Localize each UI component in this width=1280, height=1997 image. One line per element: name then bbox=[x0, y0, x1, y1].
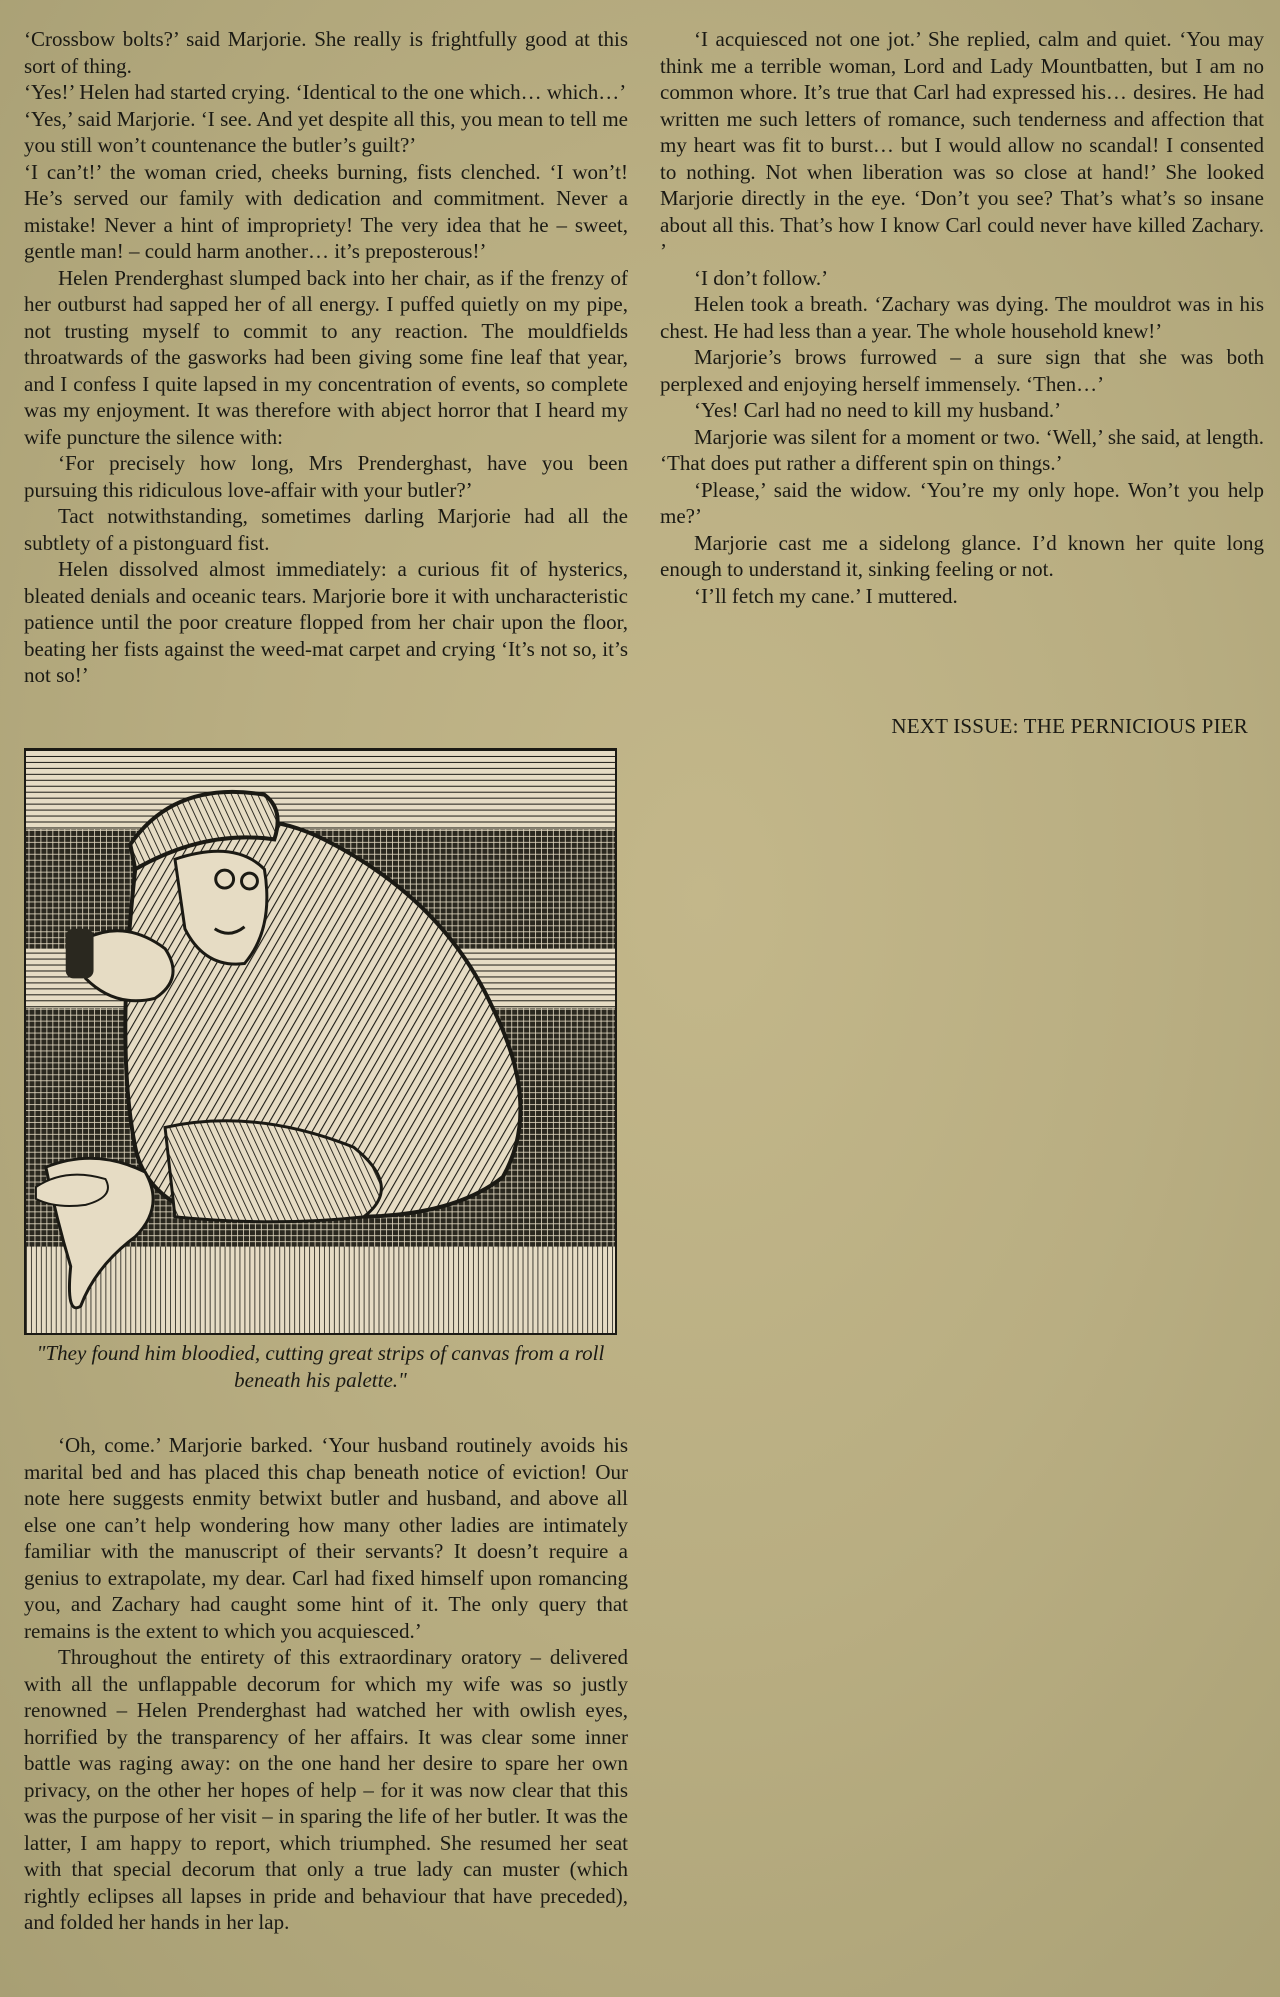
paragraph: Marjorie cast me a sidelong glance. I’d known her quite long enough to understand it, sinking feeling or not. bbox=[660, 530, 1264, 581]
paragraph: Helen Prenderghast slumped back into her chair, as if the frenzy of her outburst had sapped her of all energy. I puffed quietly on my pipe, not trusting myself to commit to any reaction. The mouldfields throatwards of the gasworks had been giving some fine leaf that year, and I confess I quite lapsed in my concentration of events, so complete was my enjoyment. It was therefore with abject horror that I heard my wife puncture the silence with: bbox=[24, 265, 628, 449]
paragraph: ‘For precisely how long, Mrs Prenderghast, have you been pursuing this ridiculous love-affair with your butler?’ bbox=[24, 451, 628, 502]
paragraph: Tact notwithstanding, sometimes darling Marjorie had all the subtlety of a pistonguard fist. bbox=[24, 504, 628, 555]
paragraph: Throughout the entirety of this extraordinary oratory – delivered with all the unflappable decorum for which my wife was so justly renowned – Helen Prenderghast had watched her with owlish eyes, horrified by the transparency of her affairs. It was clear some inner battle was raging away: on the one hand her desire to spare her own privacy, on the other her hopes of help – for it was now clear that this was the purpose of her visit – in sparing the life of her butler. It was the latter, I am happy to report, which triumphed. She resumed her seat with that special decorum that only a true lady can muster (which rightly eclipses all lapses in pride and behaviour that have preceded), and folded her hands in her lap. bbox=[24, 1645, 628, 1934]
left-column-bottom bbox=[24, 1432, 628, 1936]
next-issue-notice: NEXT ISSUE: THE PERNICIOUS PIER bbox=[891, 714, 1248, 738]
paragraph: Marjorie’s brows furrowed – a sure sign that she was both perplexed and enjoying herself immensely. ‘Then…’ bbox=[660, 345, 1264, 396]
paragraph: ‘Please,’ said the widow. ‘You’re my only hope. Won’t you help me?’ bbox=[660, 477, 1264, 528]
illustration-artwork bbox=[26, 750, 615, 1333]
paragraph: Helen took a breath. ‘Zachary was dying. The mouldrot was in his chest. He had less than a year. The whole household knew!’ bbox=[660, 292, 1264, 343]
paragraph: ‘I’ll fetch my cane.’ I muttered. bbox=[694, 583, 958, 608]
paragraph: Helen dissolved almost immediately: a curious fit of hysterics, bleated denials and oceanic tears. Marjorie bore it with uncharacteristic patience until the poor creature flopped from her chair upon the floor, beating her fists against the weed-mat carpet and crying ‘It’s not so, it’s not so!’ bbox=[24, 557, 628, 687]
ink-illustration bbox=[24, 748, 617, 1335]
paragraph: ‘Yes! Carl had no need to kill my husband.’ bbox=[694, 398, 1062, 422]
right-column bbox=[660, 26, 1264, 609]
paragraph: ‘Yes!’ Helen had started crying. ‘Identical to the one which… which…’ bbox=[24, 80, 627, 104]
illustration-caption: "They found him bloodied, cutting great strips of canvas from a roll beneath his palette." bbox=[36, 1341, 605, 1392]
paragraph: ‘Crossbow bolts?’ said Marjorie. She really is frightfully good at this sort of thing. bbox=[24, 27, 628, 78]
paragraph: ‘Oh, come.’ Marjorie barked. ‘Your husband routinely avoids his marital bed and has placed this chap beneath notice of eviction! Our note here suggests enmity betwixt butler and husband, and above all else one can’t help wondering how many other ladies are intimately familiar with the manuscript of their servants? It doesn’t require a genius to extrapolate, my dear. Carl had fixed himself upon romancing you, and Zachary had caught some hint of it. The only query that remains is the extent to which you acquiesced.’ bbox=[24, 1433, 628, 1643]
paragraph: ‘I can’t!’ the woman cried, cheeks burning, fists clenched. ‘I won’t! He’s served our family with dedication and commitment. Never a mistake! Never a hint of impropriety! The very idea that he – sweet, gentle man! – could harm another… it’s preposterous!’ bbox=[24, 159, 628, 263]
paragraph: ‘I acquiesced not one jot.’ She replied, calm and quiet. ‘You may think me a terrible woman, Lord and Lady Mountbatten, but I am no common whore. It’s true that Carl had expressed his… desires. He had written me such letters of romance, such tenderness and affection that my heart was fit to burst… but I would allow no scandal! I consented to nothing. Not when liberation was so close at hand!’ She looked Marjorie directly in the eye. ‘Don’t you see? That’s what’s so insane about all this. That’s how I know Carl could never have killed Zachary. ’ bbox=[660, 27, 1264, 263]
paragraph: Marjorie was silent for a moment or two. ‘Well,’ she said, at length. ‘That does put rather a different spin on things.’ bbox=[660, 424, 1264, 475]
left-column-top bbox=[24, 26, 628, 689]
paragraph: ‘I don’t follow.’ bbox=[694, 265, 829, 290]
paragraph: ‘Yes,’ said Marjorie. ‘I see. And yet despite all this, you mean to tell me you still won’t countenance the butler’s guilt?’ bbox=[24, 106, 628, 157]
